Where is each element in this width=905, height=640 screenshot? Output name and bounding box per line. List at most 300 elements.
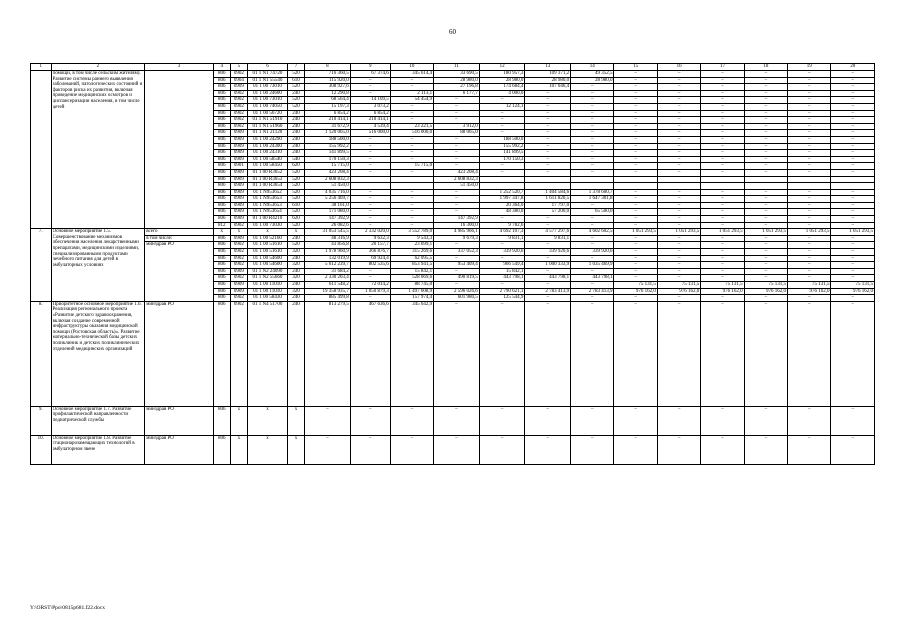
amount-cell: 115 920,0 xyxy=(305,77,351,84)
amount-cell xyxy=(571,176,614,183)
measure-name-text: Основное мероприятие 1.7. Развитие профилактической направленности педиатрической службы xyxy=(52,406,132,423)
code-cell: 240 xyxy=(287,282,304,289)
amount-cell: 62 095,5 xyxy=(390,255,433,262)
amount-cell: 20 157,7 xyxy=(350,242,390,249)
amount-cell: – xyxy=(571,216,614,223)
code-cell: 806 xyxy=(213,136,230,143)
amount-cell: – xyxy=(434,282,480,289)
code-cell: x xyxy=(287,406,304,435)
amount-cell: 38 161,0 xyxy=(305,202,351,209)
amount-cell: – xyxy=(614,169,657,176)
code-cell: 806 xyxy=(213,110,230,117)
code-cell: 01 1 00 R3652 xyxy=(247,169,287,176)
row-number: 8. xyxy=(31,301,52,406)
amount-cell: – xyxy=(479,282,525,289)
table-row xyxy=(31,406,875,435)
amount-cell: – xyxy=(434,143,480,150)
amount-cell: 48 380,0 xyxy=(479,209,525,216)
amount-cell: 2 596 026,6 xyxy=(434,288,480,295)
code-cell: 806 xyxy=(213,130,230,137)
amount-cell: – xyxy=(571,97,614,104)
executor-text: минздрав РО xyxy=(146,242,174,248)
measure-name xyxy=(51,71,145,229)
code-cell: 806 xyxy=(213,262,230,269)
code-cell: 0909 xyxy=(230,156,247,163)
amount-cell: – xyxy=(701,156,744,163)
amount-cell: – xyxy=(390,406,433,435)
measure-name-text: помощи, в том числе сельским жителям). Развитие системы раннего выявления заболеваний, патологических состояний и факторов риска их развития, включая проведение медицинских осмотров и диспансеризации населения, в том числе детей xyxy=(52,71,143,110)
amount-cell: 27 196,8 xyxy=(434,84,480,91)
amount-cell: – xyxy=(571,130,614,137)
amount-cell: 23 221,5 xyxy=(390,123,433,130)
amount-cell: – xyxy=(390,189,433,196)
header-cell: 16 xyxy=(657,64,700,71)
code-cell: 610 xyxy=(287,202,304,209)
code-cell: 520 xyxy=(287,97,304,104)
amount-cell: 155 992,2 xyxy=(479,143,525,150)
amount-cell: – xyxy=(390,196,433,203)
amount-cell: 141 899,5 xyxy=(479,150,525,157)
amount-cell: – xyxy=(571,268,614,275)
amount-cell: 601 980,5 xyxy=(434,295,480,302)
amount-cell: – xyxy=(788,235,831,242)
code-cell: 0909 xyxy=(230,136,247,143)
amount-cell: – xyxy=(525,216,571,223)
amount-cell: – xyxy=(788,275,831,282)
amount-cell: – xyxy=(390,77,433,84)
amount-cell: 57 200,0 xyxy=(525,209,571,216)
code-cell: 806 xyxy=(213,163,230,170)
amount-cell: – xyxy=(350,222,390,229)
code-cell: 01 1 N1 51960 xyxy=(247,123,287,130)
code-cell: 812 xyxy=(213,222,230,229)
amount-cell: 107 046,4 xyxy=(525,84,571,91)
amount-cell: – xyxy=(831,110,875,117)
amount-cell: – xyxy=(525,136,571,143)
code-cell: x xyxy=(230,435,247,464)
amount-cell: – xyxy=(657,216,700,223)
amount-cell: – xyxy=(614,249,657,256)
amount-cell: – xyxy=(788,196,831,203)
amount-cell: – xyxy=(614,275,657,282)
amount-cell: 6 854,2 xyxy=(305,110,351,117)
code-cell: 240 xyxy=(287,268,304,275)
code-cell: 806 xyxy=(213,143,230,150)
amount-cell: – xyxy=(350,77,390,84)
amount-cell: – xyxy=(701,110,744,117)
amount-cell: – xyxy=(744,301,787,406)
amount-cell: 1 051 293,5 xyxy=(657,229,700,236)
amount-cell: – xyxy=(788,262,831,269)
amount-cell: 467 636,6 xyxy=(350,301,390,406)
amount-cell xyxy=(350,176,390,183)
amount-cell: 5 256 469,7 xyxy=(305,196,351,203)
amount-cell: – xyxy=(350,209,390,216)
amount-cell: – xyxy=(744,169,787,176)
amount-cell: 3 073,2 xyxy=(350,103,390,110)
amount-cell: 516 000,0 xyxy=(390,130,433,137)
amount-cell: – xyxy=(350,406,390,435)
amount-cell: – xyxy=(434,97,480,104)
code-cell: 520 xyxy=(287,84,304,91)
amount-cell: – xyxy=(525,282,571,289)
amount-cell: – xyxy=(525,242,571,249)
code-cell: 01 1 N953653 xyxy=(247,202,287,209)
amount-cell: – xyxy=(434,156,480,163)
code-cell: 0902 xyxy=(230,242,247,249)
amount-cell: – xyxy=(525,295,571,302)
code-cell: 520 xyxy=(287,189,304,196)
amount-cell xyxy=(614,176,657,183)
header-cell: 11 xyxy=(434,64,480,71)
code-cell: 01 1 00 73010 xyxy=(247,97,287,104)
code-cell: 01 1 00 58450 xyxy=(247,163,287,170)
amount-cell: – xyxy=(390,222,433,229)
amount-cell: – xyxy=(571,117,614,124)
amount-cell: – xyxy=(657,156,700,163)
amount-cell: – xyxy=(831,222,875,229)
amount-cell: – xyxy=(614,255,657,262)
header-cell: 8 xyxy=(305,64,351,71)
code-cell: 806 xyxy=(213,406,230,435)
code-cell: 240 xyxy=(287,235,304,242)
amount-cell: – xyxy=(614,406,657,435)
amount-cell: 366 876,7 xyxy=(350,249,390,256)
code-cell: 806 xyxy=(213,84,230,91)
amount-cell xyxy=(479,183,525,190)
amount-cell: – xyxy=(614,117,657,124)
amount-cell: – xyxy=(831,77,875,84)
amount-cell: – xyxy=(788,295,831,302)
amount-cell: – xyxy=(350,275,390,282)
amount-cell: – xyxy=(614,136,657,143)
amount-cell: – xyxy=(390,435,433,464)
code-cell: 240 xyxy=(287,301,304,406)
code-cell: 520 xyxy=(287,242,304,249)
code-cell: 240 xyxy=(287,130,304,137)
amount-cell: – xyxy=(744,77,787,84)
header-cell: 13 xyxy=(525,64,571,71)
amount-cell: – xyxy=(525,110,571,117)
amount-cell: – xyxy=(831,90,875,97)
amount-cell: – xyxy=(571,295,614,302)
code-cell: 0909 xyxy=(230,143,247,150)
amount-cell: – xyxy=(571,202,614,209)
amount-cell: – xyxy=(525,169,571,176)
amount-cell: – xyxy=(701,275,744,282)
code-cell: 01 1 N4 51700 xyxy=(247,301,287,406)
amount-cell: – xyxy=(788,268,831,275)
executor-cell xyxy=(145,242,214,301)
amount-cell: 1 000 333,9 xyxy=(525,262,571,269)
code-cell: 240 xyxy=(287,110,304,117)
measure-name xyxy=(51,229,145,302)
amount-cell: – xyxy=(831,136,875,143)
amount-cell: 88 745,0 xyxy=(390,282,433,289)
amount-cell xyxy=(788,176,831,183)
code-cell: 0909 xyxy=(230,282,247,289)
file-path-footer: Y:\ORST\Ppo\0815p681.f22.docx xyxy=(30,605,105,611)
amount-cell: – xyxy=(434,136,480,143)
amount-cell: – xyxy=(390,150,433,157)
amount-cell: – xyxy=(788,435,831,464)
amount-cell xyxy=(350,183,390,190)
amount-cell: – xyxy=(701,189,744,196)
amount-cell: 170 150,3 xyxy=(479,156,525,163)
amount-cell: 2 330 203,4 xyxy=(305,275,351,282)
code-cell: x xyxy=(230,406,247,435)
code-cell: 320 xyxy=(287,288,304,295)
code-cell: 0909 xyxy=(230,202,247,209)
code-cell: 520 xyxy=(287,183,304,190)
amount-cell: – xyxy=(525,268,571,275)
code-cell: 0902 xyxy=(230,301,247,406)
amount-cell: 976 162,0 xyxy=(657,288,700,295)
amount-cell: – xyxy=(831,103,875,110)
amount-cell: 125 544,9 xyxy=(479,295,525,302)
code-cell: 01 1 00 24300 xyxy=(247,143,287,150)
amount-cell: 3 552 789,0 xyxy=(390,229,433,236)
code-cell: 240 xyxy=(287,117,304,124)
amount-cell: 345 642,9 xyxy=(390,301,433,406)
amount-cell: – xyxy=(390,216,433,223)
amount-cell: 88 065,0 xyxy=(434,130,480,137)
amount-cell: 1 497 608,9 xyxy=(390,288,433,295)
amount-cell: 43 856,8 xyxy=(305,242,351,249)
header-cell: 17 xyxy=(701,64,744,71)
amount-cell: 813 279,5 xyxy=(305,301,351,406)
amount-cell: 147 392,9 xyxy=(305,216,351,223)
code-cell: 520 xyxy=(287,222,304,229)
amount-cell: – xyxy=(390,117,433,124)
amount-cell: – xyxy=(350,295,390,302)
amount-cell: – xyxy=(788,130,831,137)
amount-cell: 1 404 584,6 xyxy=(525,189,571,196)
code-cell: 01 1 00 54600 xyxy=(247,255,287,262)
code-cell: 0909 xyxy=(230,183,247,190)
amount-cell: – xyxy=(657,110,700,117)
amount-cell xyxy=(788,183,831,190)
amount-cell: – xyxy=(657,150,700,157)
amount-cell: – xyxy=(831,255,875,262)
amount-cell: – xyxy=(831,169,875,176)
executor-cell xyxy=(145,235,214,242)
amount-cell: – xyxy=(788,216,831,223)
amount-cell: – xyxy=(788,255,831,262)
code-cell: 0909 xyxy=(230,235,247,242)
code-cell: 01 1 00 24600 xyxy=(247,90,287,97)
amount-cell: – xyxy=(788,169,831,176)
code-cell: 01 1 N1 21120 xyxy=(247,130,287,137)
amount-cell: – xyxy=(657,97,700,104)
amount-cell: – xyxy=(744,262,787,269)
amount-cell xyxy=(525,183,571,190)
table-row xyxy=(31,435,875,464)
amount-cell: 2 783 413,9 xyxy=(525,288,571,295)
amount-cell: 16 300,0 xyxy=(434,222,480,229)
code-cell: 806 xyxy=(213,288,230,295)
amount-cell: – xyxy=(831,130,875,137)
amount-cell: 1 252 520,7 xyxy=(479,189,525,196)
amount-cell: 976 162,0 xyxy=(788,288,831,295)
code-cell: x xyxy=(247,229,287,236)
amount-cell: – xyxy=(479,117,525,124)
amount-cell: 528 069,6 xyxy=(390,275,433,282)
amount-cell: – xyxy=(525,130,571,137)
amount-cell: – xyxy=(350,84,390,91)
code-cell: 01 1 00 24290 xyxy=(247,136,287,143)
code-cell: 0909 xyxy=(230,288,247,295)
code-cell: 240 xyxy=(287,143,304,150)
code-cell: 01 1 N953652 xyxy=(247,189,287,196)
amount-cell: – xyxy=(788,301,831,406)
amount-cell: 4 539,4 xyxy=(350,123,390,130)
amount-cell: 15 715,0 xyxy=(305,163,351,170)
amount-cell: – xyxy=(831,268,875,275)
amount-cell: 75 131,5 xyxy=(831,282,875,289)
amount-cell: 5 612 239,7 xyxy=(305,262,351,269)
code-cell: x xyxy=(230,229,247,236)
amount-cell: – xyxy=(657,209,700,216)
row-number: 10. xyxy=(31,435,52,464)
amount-cell: – xyxy=(479,97,525,104)
amount-cell: – xyxy=(701,103,744,110)
amount-cell: – xyxy=(571,156,614,163)
amount-cell: – xyxy=(434,189,480,196)
amount-cell: 9 831,1 xyxy=(525,235,571,242)
amount-cell: – xyxy=(525,255,571,262)
amount-cell: – xyxy=(701,249,744,256)
amount-cell: 443 798,1 xyxy=(525,275,571,282)
amount-cell: – xyxy=(657,123,700,130)
measure-name-text: Основное мероприятие 1.5. Совершенствование механизмов обеспечения населения лекарственными препаратами, медицинскими изделиями, специализированными продуктами лечебного питания для детей в амбулаторных условиях xyxy=(52,229,140,268)
amount-cell: – xyxy=(350,435,390,464)
amount-cell: – xyxy=(788,150,831,157)
code-cell: 01 1 N953654 xyxy=(247,209,287,216)
code-cell: 0901 xyxy=(230,163,247,170)
code-cell: 806 xyxy=(213,249,230,256)
code-cell: 806 xyxy=(213,183,230,190)
amount-cell: 31 684,2 xyxy=(305,268,351,275)
amount-cell: 155 992,2 xyxy=(305,143,351,150)
code-cell: 0909 xyxy=(230,169,247,176)
amount-cell: – xyxy=(701,406,744,435)
amount-cell: – xyxy=(434,301,480,406)
code-cell: 0909 xyxy=(230,196,247,203)
amount-cell: – xyxy=(614,90,657,97)
code-cell: 01 1 00 73030 xyxy=(247,222,287,229)
code-cell: 806 xyxy=(213,235,230,242)
amount-cell: – xyxy=(479,406,525,435)
amount-cell: – xyxy=(744,163,787,170)
amount-cell: 4 035 716,0 xyxy=(305,189,351,196)
code-cell: 01 1 00 51610 xyxy=(247,249,287,256)
amount-cell: – xyxy=(831,71,875,78)
amount-cell: – xyxy=(525,222,571,229)
amount-cell: – xyxy=(744,110,787,117)
amount-cell xyxy=(657,176,700,183)
amount-cell: – xyxy=(390,84,433,91)
amount-cell: – xyxy=(744,156,787,163)
table-row xyxy=(31,301,875,406)
amount-cell: 188 500,0 xyxy=(305,136,351,143)
amount-cell: – xyxy=(788,110,831,117)
amount-cell: 54 454,9 xyxy=(390,97,433,104)
amount-cell: – xyxy=(350,143,390,150)
amount-cell: – xyxy=(744,123,787,130)
amount-cell: – xyxy=(701,136,744,143)
amount-cell: – xyxy=(788,103,831,110)
amount-cell: – xyxy=(614,222,657,229)
header-cell: 7 xyxy=(287,64,304,71)
amount-cell: 1 051 293,5 xyxy=(701,229,744,236)
amount-cell: – xyxy=(434,150,480,157)
code-cell: 01 1 N1 51910 xyxy=(247,117,287,124)
amount-cell: 12 124,1 xyxy=(479,103,525,110)
amount-cell: 3 912,0 xyxy=(434,123,480,130)
amount-cell: – xyxy=(614,235,657,242)
code-cell: 806 xyxy=(213,169,230,176)
amount-cell: 2 113,1 xyxy=(390,90,433,97)
amount-cell: 69 924,4 xyxy=(350,255,390,262)
amount-cell: – xyxy=(701,216,744,223)
amount-cell: – xyxy=(701,71,744,78)
amount-cell: – xyxy=(479,123,525,130)
amount-cell: 490 819,5 xyxy=(434,275,480,282)
code-cell: 240 xyxy=(287,150,304,157)
amount-cell: 147 392,9 xyxy=(434,216,480,223)
amount-cell: – xyxy=(571,103,614,110)
amount-cell: – xyxy=(350,202,390,209)
amount-cell: – xyxy=(571,169,614,176)
amount-cell: 72 014,2 xyxy=(350,282,390,289)
amount-cell: – xyxy=(744,117,787,124)
amount-cell: – xyxy=(525,156,571,163)
code-cell: 806 xyxy=(213,202,230,209)
amount-cell: – xyxy=(701,262,744,269)
amount-cell: – xyxy=(657,275,700,282)
executor-text: всего xyxy=(146,229,158,235)
amount-cell: – xyxy=(701,84,744,91)
amount-cell: – xyxy=(788,143,831,150)
amount-cell: 1 978 960,9 xyxy=(305,249,351,256)
amount-cell: – xyxy=(434,110,480,117)
amount-cell: – xyxy=(744,216,787,223)
amount-cell: 17 797,0 xyxy=(525,202,571,209)
amount-cell: – xyxy=(571,235,614,242)
amount-cell: 337 052,3 xyxy=(434,249,480,256)
amount-cell: 9 831,1 xyxy=(479,235,525,242)
amount-cell: – xyxy=(788,90,831,97)
amount-cell: – xyxy=(390,156,433,163)
row-number xyxy=(31,71,52,229)
amount-cell xyxy=(614,183,657,190)
code-cell: 620 xyxy=(287,163,304,170)
amount-cell: – xyxy=(744,295,787,302)
amount-cell: – xyxy=(525,150,571,157)
code-cell: 806 xyxy=(213,301,230,406)
amount-cell: – xyxy=(788,97,831,104)
code-cell: 01 1 N2 24090 xyxy=(247,268,287,275)
amount-cell: – xyxy=(657,222,700,229)
amount-cell: – xyxy=(657,301,700,406)
amount-cell: – xyxy=(305,406,351,435)
header-cell: 15 xyxy=(614,64,657,71)
code-cell: 320 xyxy=(287,275,304,282)
amount-cell: – xyxy=(614,202,657,209)
amount-cell: – xyxy=(744,84,787,91)
code-cell: 520 xyxy=(287,176,304,183)
